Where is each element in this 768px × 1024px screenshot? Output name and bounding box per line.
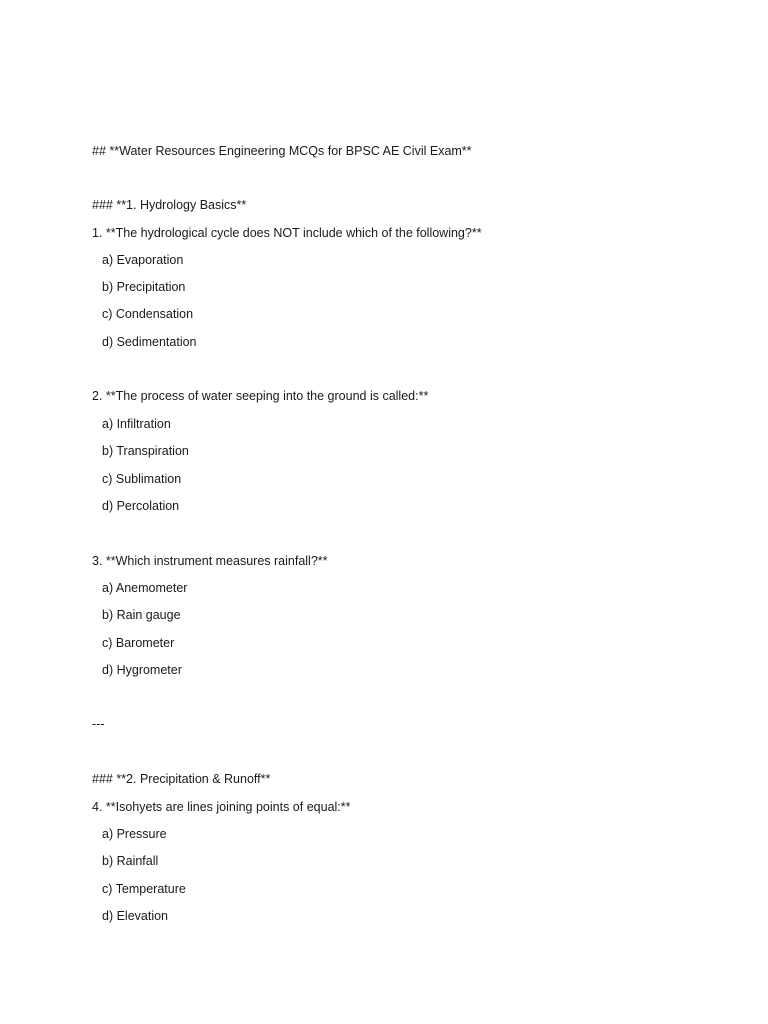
question: 3. **Which instrument measures rainfall?** bbox=[92, 554, 328, 568]
answer-option: b) Rainfall bbox=[102, 854, 159, 868]
answer-option: c) Sublimation bbox=[102, 472, 182, 486]
answer-option: d) Elevation bbox=[102, 909, 169, 923]
question: 4. **Isohyets are lines joining points of equal:** bbox=[92, 800, 351, 814]
question: 2. **The process of water seeping into the ground is called:** bbox=[92, 389, 429, 403]
answer-option: b) Precipitation bbox=[102, 280, 186, 294]
answer-option: d) Hygrometer bbox=[102, 663, 182, 677]
answer-option: a) Anemometer bbox=[102, 581, 188, 595]
answer-option: c) Barometer bbox=[102, 636, 175, 650]
answer-option: b) Rain gauge bbox=[102, 608, 181, 622]
horizontal-rule-text: --- bbox=[92, 717, 105, 731]
answer-option: d) Percolation bbox=[102, 499, 180, 513]
answer-option: a) Infiltration bbox=[102, 417, 171, 431]
answer-option: a) Evaporation bbox=[102, 253, 184, 267]
question: 1. **The hydrological cycle does NOT include which of the following?** bbox=[92, 226, 482, 240]
document-title: ## **Water Resources Engineering MCQs for BPSC AE Civil Exam** bbox=[92, 144, 472, 158]
answer-option: c) Temperature bbox=[102, 882, 186, 896]
answer-option: c) Condensation bbox=[102, 307, 194, 321]
answer-option: d) Sedimentation bbox=[102, 335, 197, 349]
section-heading: ### **1. Hydrology Basics** bbox=[92, 198, 247, 212]
section-heading: ### **2. Precipitation & Runoff** bbox=[92, 772, 271, 786]
answer-option: a) Pressure bbox=[102, 827, 167, 841]
answer-option: b) Transpiration bbox=[102, 444, 189, 458]
